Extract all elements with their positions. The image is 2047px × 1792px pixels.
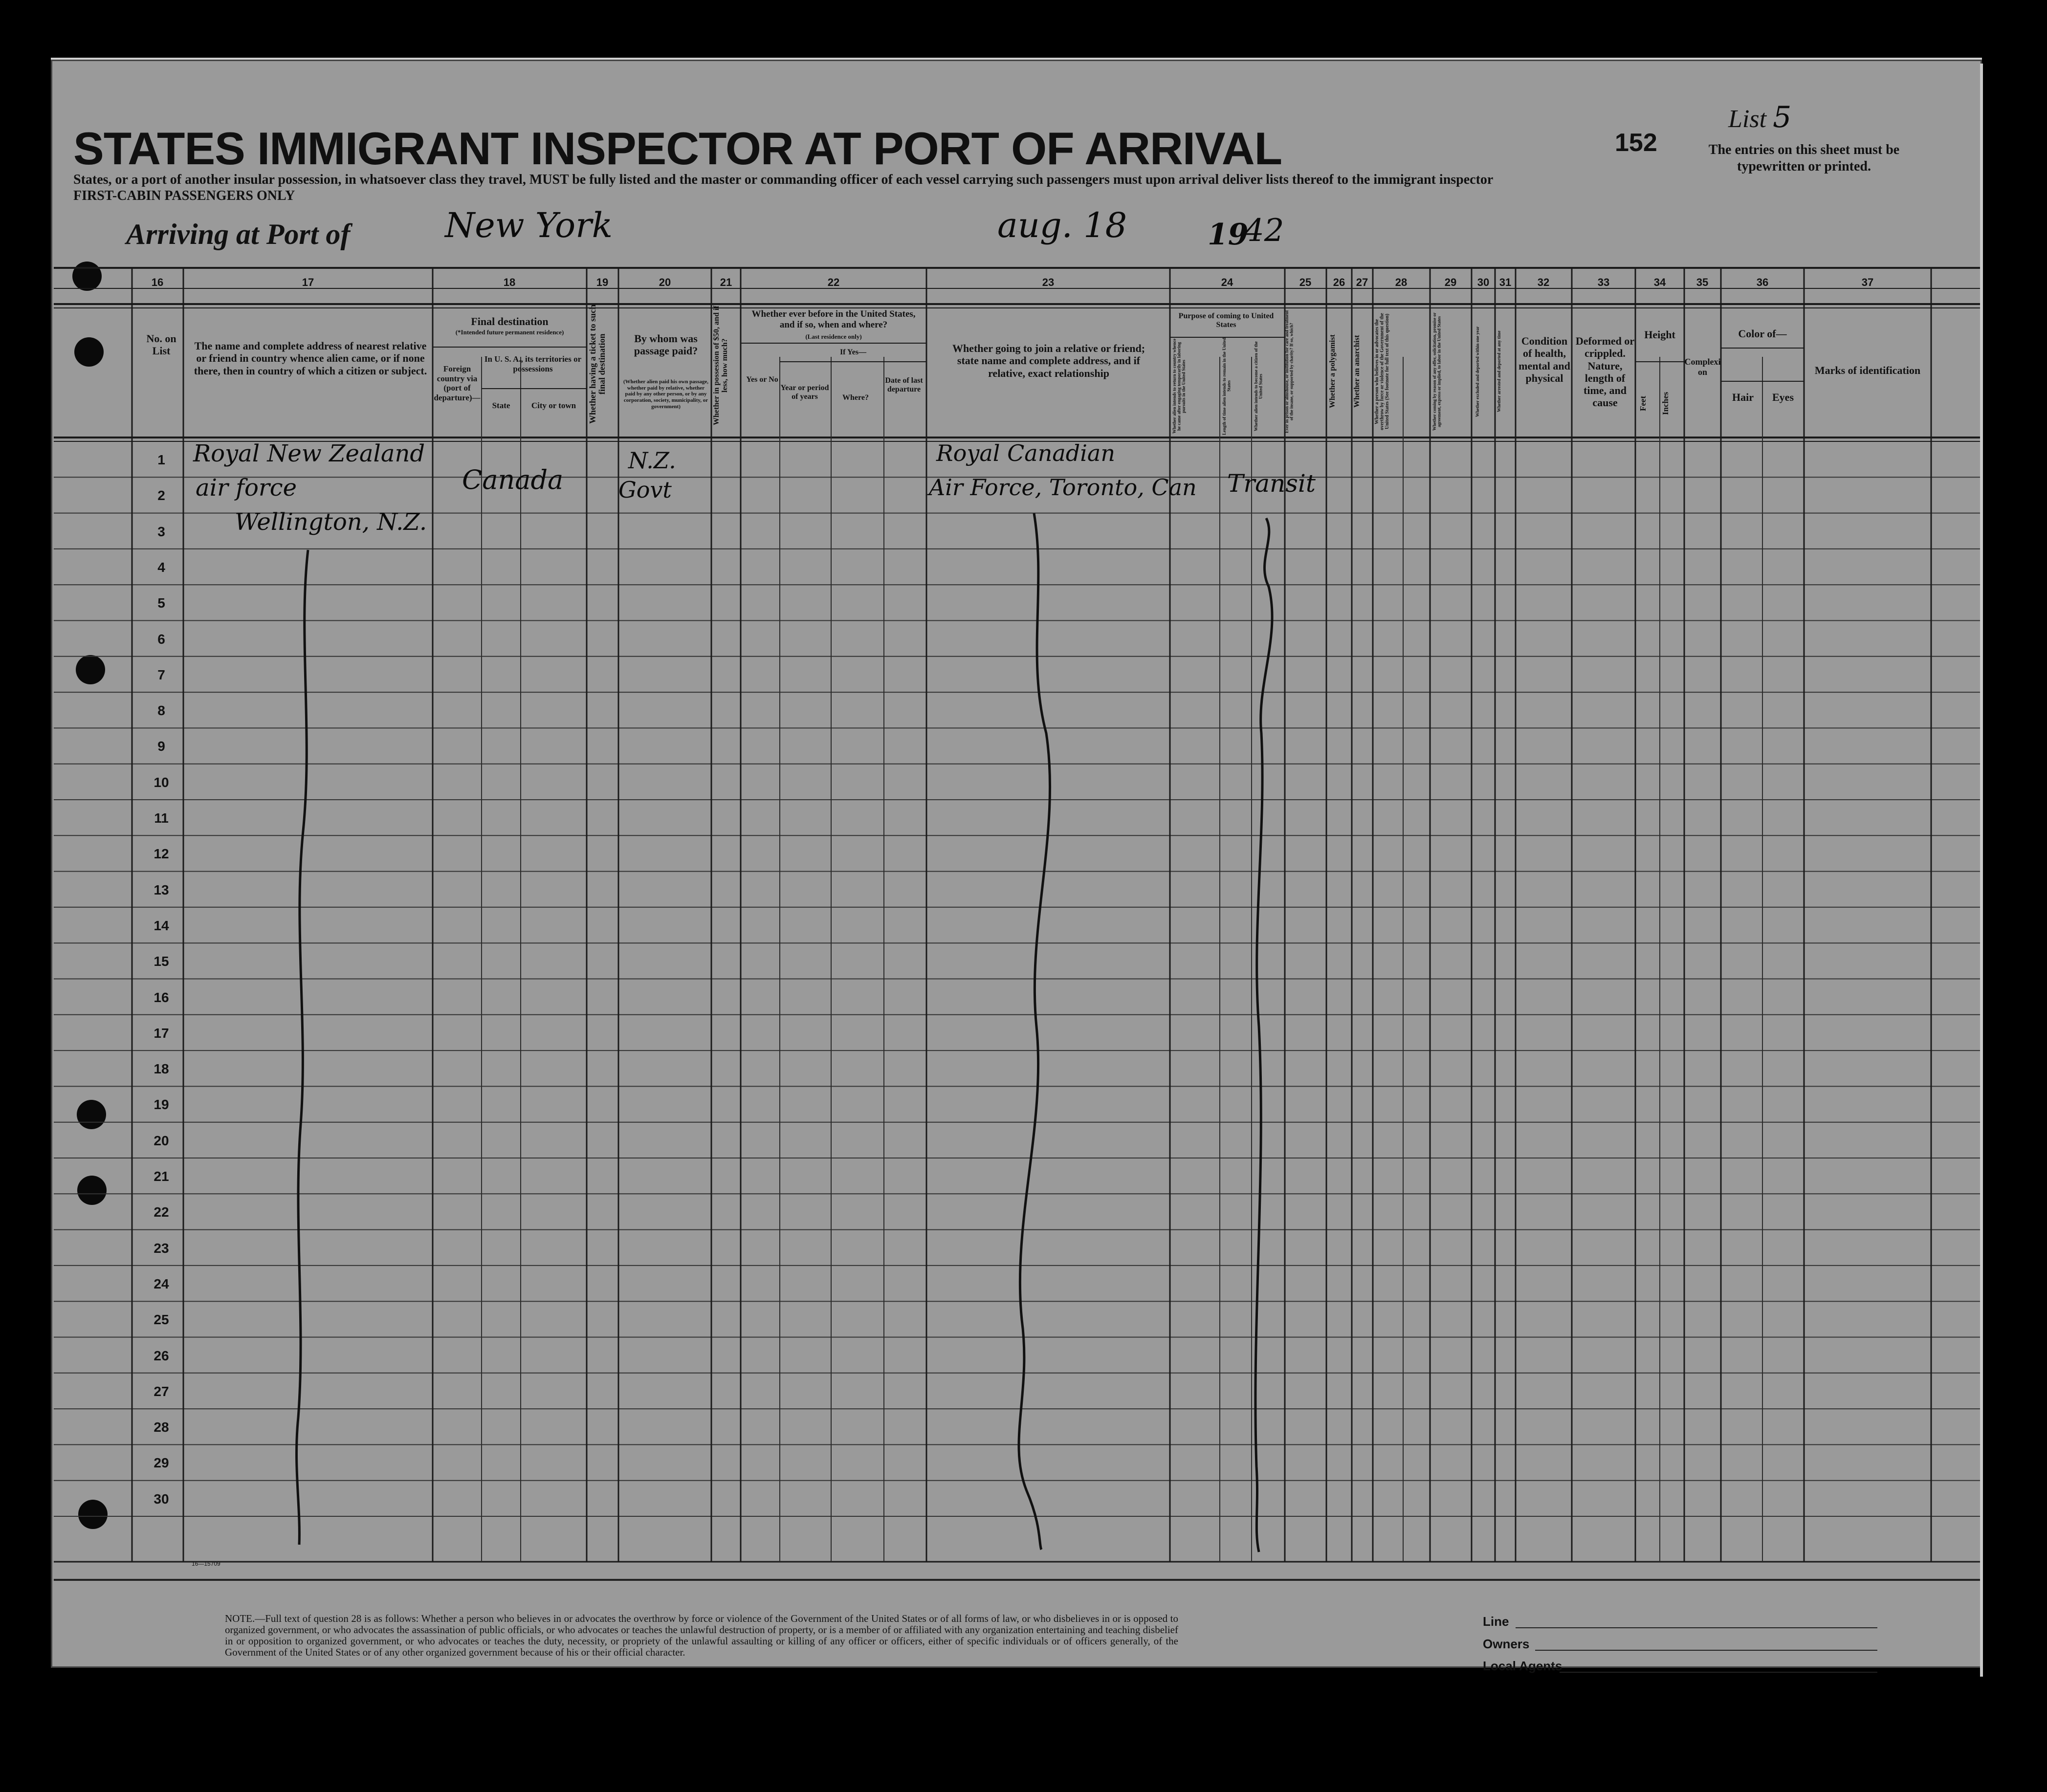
row-number: 9 [157, 739, 165, 754]
no-on-list-header: No. on List [146, 332, 176, 357]
page-title: STATES IMMIGRANT INSPECTOR AT PORT OF ARRIVAL [73, 123, 1282, 174]
period-header: Year or period of years [780, 384, 829, 401]
purpose-length-header: Length of time alien intends to remain in the United States [1222, 337, 1232, 435]
relative-address-header: The name and complete address of nearest relative or friend in country whence alien came, or if none there, then in country of which a citizen or subject. [194, 340, 427, 377]
labor-offer-header: Whether coming by reason of any offer, solicitation, promise or agreement, express or implied, to labor in the United States [1432, 312, 1442, 431]
where-header: Where? [842, 393, 869, 402]
foreign-country-header: Foreign country via (port of departure)— [434, 364, 481, 402]
row-number: 29 [154, 1455, 169, 1471]
deformed-header: Deformed or crippled. Nature, length of time, and cause [1575, 335, 1635, 409]
row-number: 13 [154, 882, 169, 897]
column-number: 32 [1537, 276, 1550, 288]
row-number: 25 [154, 1312, 169, 1328]
row-number: 7 [157, 667, 165, 682]
list-number: 5 [1773, 100, 1792, 134]
entry-c17-line3: Wellington, N.Z. [235, 508, 427, 536]
entry-c17-line1: Royal New Zealand [193, 440, 425, 467]
page-number: 152 [1615, 129, 1657, 157]
row-number: 27 [154, 1383, 169, 1399]
deported-header: Whether arrested and deported at any time [1497, 330, 1501, 413]
row-number: 20 [154, 1133, 169, 1148]
purpose-citizen-header: Whether alien intends to become a citizen of the United States [1254, 341, 1263, 431]
entry-passage-line1: N.Z. [628, 447, 676, 474]
row-number: 5 [157, 595, 165, 611]
date-departure-header: Date of last departure [885, 376, 923, 394]
join-relative-header: Whether going to join a relative or friend; state name and complete address, and if relative, exact relationship [952, 342, 1145, 379]
year-prefix: 19 [1208, 218, 1249, 252]
row-number: 15 [154, 954, 169, 969]
prison-header: Ever in prison or almshouse, or institution for care and treatment of the insane, or supported by charity? If so, which? [1284, 310, 1294, 433]
entry-purpose: Transit [1227, 469, 1316, 498]
column-number: 33 [1597, 276, 1610, 288]
column-number: 30 [1477, 276, 1490, 288]
row-number: 30 [154, 1491, 169, 1507]
yes-no-header: Yes or No [746, 375, 778, 384]
row-number: 22 [154, 1204, 169, 1220]
owners-label: Owners [1483, 1637, 1530, 1651]
prior-visit-note: (Last residence only) [805, 333, 862, 340]
column-number: 31 [1499, 276, 1512, 288]
passenger-class: FIRST-CABIN PASSENGERS ONLY [73, 188, 295, 203]
column-number: 18 [503, 276, 516, 288]
entry-c17-line2: air force [196, 474, 297, 502]
column-number: 28 [1395, 276, 1408, 288]
line-label: Line [1483, 1614, 1509, 1629]
entry-c23-line1: Royal Canadian [936, 440, 1115, 466]
hair-header: Hair [1732, 391, 1754, 403]
purpose-return-header: Whether alien intends to return to country whence he came after engaging temporarily in laboring pursuits in the United States [1172, 338, 1186, 434]
row-number: 28 [154, 1420, 169, 1435]
final-destination-header: Final destination [471, 315, 549, 328]
column-number: 24 [1221, 276, 1233, 288]
row-number: 3 [157, 524, 165, 539]
question-28-note: NOTE.—Full text of question 28 is as follows: Whether a person who believes in or advocates the overthrow by force or violence of the Government of the United States or of all forms of law, or who disbelieves in or is opposed to organized government, or who advocates the assassination of public officials, or who advocates or teaches the unlawful destruction of property, or is a member of or affiliated with any organization entertaining and teaching disbelief in or opposition to organized government, or who advocates or teaches the duty, necessity, or propriety of the unlawful assaulting or killing of any officer or officers, either of specific individuals or of officers generally, of the Government of the United States or of any other organized government because of his or their official character. [225, 1613, 1178, 1658]
row-number: 10 [154, 774, 169, 790]
column-number: 34 [1653, 276, 1666, 288]
local-agents-label: Local Agents [1483, 1659, 1563, 1673]
row-number: 24 [154, 1276, 169, 1291]
row-number: 26 [154, 1348, 169, 1363]
column-number: 36 [1756, 276, 1769, 288]
row-number: 17 [154, 1025, 169, 1041]
final-destination-note: (*Intended future permanent residence) [455, 328, 564, 336]
if-yes-header: If Yes— [839, 348, 867, 356]
city-header: City or town [531, 401, 576, 410]
ticket-header: Whether having a ticket to such final destination [588, 304, 607, 424]
row-number: 16 [154, 989, 169, 1005]
money-header: Whether in possession of $50, and if less, how much? [712, 306, 729, 425]
column-number: 29 [1444, 276, 1457, 288]
height-header: Height [1644, 328, 1675, 341]
row-number: 11 [154, 810, 169, 826]
row-number: 14 [154, 918, 169, 933]
port-handwritten: New York [445, 205, 613, 245]
row-number: 6 [157, 631, 165, 647]
complexion-header: Complexion [1684, 357, 1721, 377]
entry-c23-line2: Air Force, Toronto, Can [929, 474, 1197, 501]
passage-paid-header: By whom was passage paid? [634, 332, 698, 357]
arriving-label: Arriving at Port of [126, 218, 351, 250]
date-handwritten: aug. 18 [997, 205, 1127, 245]
usa-header: In U. S. A., its territories or possessions [484, 354, 582, 373]
row-number: 2 [157, 488, 165, 503]
state-header: State [492, 401, 510, 410]
anarchist-header: Whether an anarchist [1353, 335, 1361, 408]
excluded-header: Whether excluded and deported within one year [1475, 326, 1480, 417]
marks-header: Marks of identification [1814, 364, 1921, 376]
column-number: 22 [827, 276, 840, 288]
row-number: 18 [154, 1061, 169, 1077]
typewriter-note: The entries on this sheet must be typewritten or printed. [1708, 142, 1900, 174]
column-number: 25 [1299, 276, 1312, 288]
form-number: 16—15709 [192, 1560, 220, 1567]
column-number: 23 [1042, 276, 1055, 288]
column-number: 37 [1861, 276, 1874, 288]
row-number: 1 [157, 452, 165, 467]
passage-paid-note: (Whether alien paid his own passage, whether paid by relative, whether paid by any other person, or by any corporation, society, municipality, or government) [623, 379, 708, 410]
instruction-line: States, or a port of another insular possession, in whatsoever class they travel, MUST be fully listed and the master or commanding officer of each vessel carrying such passengers must upon arrival deliver lists thereof to the immigrant inspector [73, 172, 1494, 187]
row-number: 19 [154, 1097, 169, 1113]
entry-passage-line2: Govt [618, 477, 672, 503]
overthrow-header: Whether a person who believes in or advocates the overthrow by force or violence of the Government of the United States (See footnote for full text of this question) [1374, 313, 1390, 430]
year-handwritten: 42 [1244, 213, 1284, 249]
health-header: Condition of health, mental and physical [1519, 335, 1570, 384]
column-number: 21 [720, 276, 732, 288]
polygamist-header: Whether a polygamist [1328, 334, 1337, 409]
row-number: 4 [157, 559, 165, 575]
color-header: Color of— [1738, 328, 1787, 340]
column-number: 17 [302, 276, 314, 288]
entry-final-destination: Canada [462, 464, 564, 495]
column-number: 35 [1696, 276, 1709, 288]
inches-header: Inches [1661, 392, 1670, 415]
column-number: 26 [1333, 276, 1345, 288]
column-number: 27 [1356, 276, 1368, 288]
prior-visit-header: Whether ever before in the United States, and if so, when and where? [751, 309, 916, 330]
eyes-header: Eyes [1772, 391, 1794, 403]
feet-header: Feet [1638, 395, 1648, 411]
column-number: 16 [151, 276, 164, 288]
row-number: 12 [154, 846, 169, 862]
row-number: 23 [154, 1240, 169, 1256]
row-number: 8 [157, 703, 165, 719]
row-number: 21 [154, 1169, 169, 1184]
list-label: List 5 [1728, 100, 1792, 134]
purpose-header: Purpose of coming to United States [1178, 312, 1274, 329]
column-number: 19 [596, 276, 609, 288]
column-number: 20 [659, 276, 671, 288]
